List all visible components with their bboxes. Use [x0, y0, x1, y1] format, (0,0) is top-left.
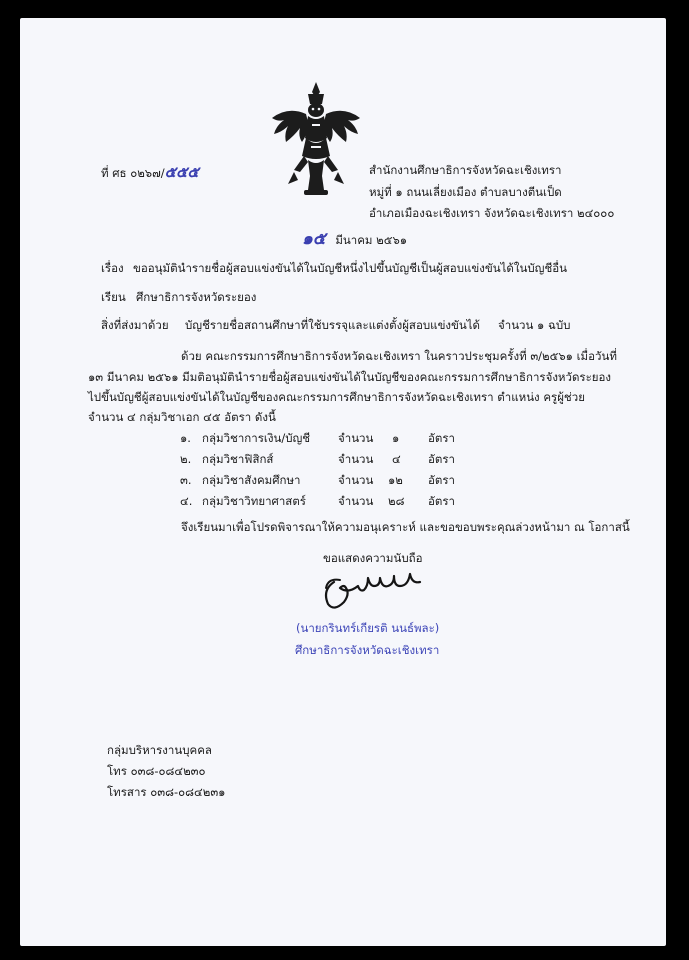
signer-name: (นายกรินทร์เกียรติ นนธ์พละ) [296, 621, 440, 635]
body-line-1: ด้วย คณะกรรมการศึกษาธิการจังหวัดฉะเชิงเทรา ในคราวประชุมครั้งที่ ๓/๒๕๖๑ เมื่อวันที่ [181, 349, 617, 363]
doc-number-handwritten: ๕๕๕ [164, 163, 199, 181]
item-qty-label: จำนวน [338, 494, 374, 508]
recipient-label: เรียน [101, 290, 126, 304]
office-line-3: อำเภอเมืองฉะเชิงเทรา จังหวัดฉะเชิงเทรา ๒๔๐๐๐ [369, 206, 615, 220]
item-unit: อัตรา [428, 431, 456, 445]
list-item [180, 473, 480, 489]
document-date [302, 229, 408, 249]
list-item [180, 431, 480, 447]
closing-text: จึงเรียนมาเพื่อโปรดพิจารณาให้ความอนุเคราะห์ และขอขอบพระคุณล่วงหน้ามา ณ โอกาสนี้ [181, 520, 630, 534]
item-number: ๔. [180, 494, 193, 508]
list-item [180, 452, 480, 468]
garuda-emblem-icon [268, 80, 364, 198]
item-count: ๔ [392, 452, 401, 466]
doc-number [101, 165, 199, 180]
enclosure-label: สิ่งที่ส่งมาด้วย [101, 318, 169, 332]
footer-dept: กลุ่มบริหารงานบุคคล [107, 743, 212, 757]
item-name: กลุ่มวิชาการเงิน/บัญชี [202, 431, 311, 445]
signature-image [320, 572, 460, 614]
body-line-3: ไปขึ้นบัญชีผู้สอบแข่งขันได้ในบัญชีของคณะกรรมการศึกษาธิการจังหวัดฉะเชิงเทรา ตำแหน่ง ครูผู้ช่วย [88, 390, 585, 404]
body-line-4: จำนวน ๔ กลุ่มวิชาเอก ๔๕ อัตรา ดังนี้ [88, 410, 276, 424]
item-unit: อัตรา [428, 452, 456, 466]
enclosure-qty: จำนวน ๑ ฉบับ [498, 318, 571, 332]
document-page [20, 18, 666, 946]
item-qty-label: จำนวน [338, 431, 374, 445]
enclosure-text: บัญชีรายชื่อสถานศึกษาที่ใช้บรรจุและแต่งตั้งผู้สอบแข่งขันได้ [185, 318, 481, 332]
item-count: ๑ [392, 431, 400, 445]
item-count: ๑๒ [388, 473, 403, 487]
footer-fax: โทรสาร ๐๓๘-๐๘๔๒๓๑ [107, 785, 226, 799]
date-day-handwritten: ๑๕ [302, 229, 326, 249]
office-line-1: สำนักงานศึกษาธิการจังหวัดฉะเชิงเทรา [369, 163, 562, 177]
item-name: กลุ่มวิชาวิทยาศาสตร์ [202, 494, 306, 508]
item-qty-label: จำนวน [338, 473, 374, 487]
list-item [180, 494, 480, 510]
item-count: ๒๘ [388, 494, 405, 508]
item-number: ๒. [180, 452, 192, 466]
item-unit: อัตรา [428, 473, 456, 487]
recipient-text: ศึกษาธิการจังหวัดระยอง [136, 290, 257, 304]
doc-number-prefix: ที่ ศธ ๐๒๖๗/ [101, 166, 165, 180]
item-unit: อัตรา [428, 494, 456, 508]
subject-text: ขออนุมัตินำรายชื่อผู้สอบแข่งขันได้ในบัญชีหนึ่งไปขึ้นบัญชีเป็นผู้สอบแข่งขันได้ในบัญชีอื่น [133, 261, 568, 275]
item-number: ๓. [180, 473, 192, 487]
item-number: ๑. [180, 431, 191, 445]
item-qty-label: จำนวน [338, 452, 374, 466]
signer-title: ศึกษาธิการจังหวัดฉะเชิงเทรา [295, 643, 440, 657]
body-line-2: ๑๓ มีนาคม ๒๕๖๑ มีมติอนุมัตินำรายชื่อผู้สอบแข่งขันได้ในบัญชีของคณะกรรมการศึกษาธิการจังหวัดระยอง [88, 370, 612, 384]
footer-phone: โทร ๐๓๘-๐๘๔๒๓๐ [107, 764, 206, 778]
office-line-2: หมู่ที่ ๑ ถนนเลี่ยงเมือง ตำบลบางตีนเป็ด [369, 185, 562, 199]
item-name: กลุ่มวิชาสังคมศึกษา [202, 473, 301, 487]
date-month-year: มีนาคม ๒๕๖๑ [335, 233, 408, 247]
regards-text: ขอแสดงความนับถือ [323, 551, 423, 565]
item-name: กลุ่มวิชาฟิสิกส์ [202, 452, 274, 466]
subject-label: เรื่อง [101, 261, 124, 275]
